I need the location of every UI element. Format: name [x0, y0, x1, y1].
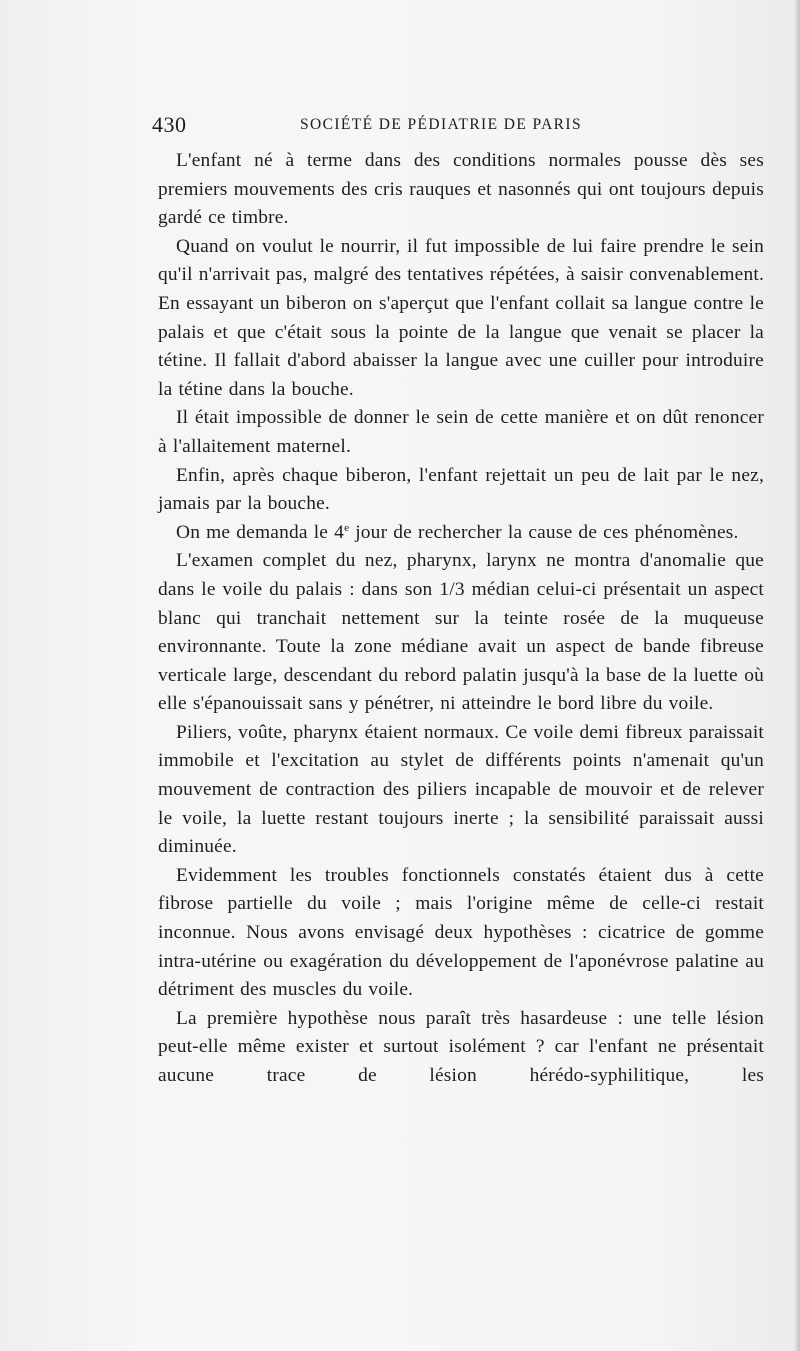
- page-edge-shadow: [794, 0, 800, 1351]
- page-number: 430: [152, 112, 187, 137]
- ordinal-superscript: e: [344, 521, 350, 534]
- body-text: [158, 147, 764, 1091]
- paragraph-hypotheses: Evidemment les troubles fonctionnels constatés étaient dus à cette fibrose partielle du voile ; mais l'origine même de celle-ci restait inconnue. Nous avons envisagé deux hypothèses : cicatrice de gomme intra-utérine ou exagération du développement de l'aponévrose palatine au détriment des muscles du voile.: [158, 864, 764, 1001]
- paragraph-feeding-difficulty: Quand on voulut le nourrir, il fut impossible de lui faire prendre le sein qu'il n'arrivait pas, malgré des tentatives répétées, à saisir convenablement. En essayant un biberon on s'aperçut que l'enfant collait sa langue contre le palais et que c'était sous la pointe de la langue que venait se placer la tétine. Il fallait d'abord abaisser la langue avec une cuiller pour introduire la tétine dans la bouche.: [158, 235, 764, 400]
- paragraph-first-hypothesis: La première hypothèse nous paraît très hasardeuse : une telle lésion peut-elle même exister et surtout isolément ? car l'enfant ne présentait aucune trace de lésion hérédo-syphilitique, les: [158, 1007, 764, 1086]
- paragraph-consultation-day: [158, 519, 764, 548]
- paragraph-breastfeeding-abandoned: Il était impossible de donner le sein de cette manière et on dût renoncer à l'allaitement maternel.: [158, 407, 764, 457]
- paragraph-nasal-regurgitation: Enfin, après chaque biberon, l'enfant rejettait un peu de lait par le nez, jamais par la bouche.: [158, 464, 764, 515]
- running-header: [152, 112, 764, 142]
- consultation-text-start: On me demanda le 4: [176, 521, 345, 543]
- paragraph-pillars-normal: Piliers, voûte, pharynx étaient normaux. Ce voile demi fibreux paraissait immobile et l'excitation au stylet de différents points n'amenait qu'un mouvement de contraction des piliers incapable de mouvoir et de relever le voile, la luette restant toujours inerte ; la sensibilité paraissait aussi diminuée.: [158, 721, 764, 858]
- paragraph-examination: L'examen complet du nez, pharynx, larynx ne montra d'anomalie que dans le voile du palais : dans son 1/3 médian celui-ci présentait un aspect blanc qui tranchait nettement sur la teinte rosée de la muqueuse environnante. Toute la zone médiane avait un aspect de bande fibreuse verticale large, descendant du rebord palatin jusqu'à la base de la luette où elle s'épanouissait sans y pénétrer, ni atteindre le bord libre du voile.: [158, 550, 764, 715]
- paragraph-birth-cries: L'enfant né à terme dans des conditions normales pousse dès ses premiers mouvements des cris rauques et nasonnés qui ont toujours depuis gardé ce timbre.: [158, 150, 764, 229]
- running-title: SOCIÉTÉ DE PÉDIATRIE DE PARIS: [300, 116, 583, 133]
- consultation-text-end: jour de rechercher la cause de ces phénomènes.: [349, 521, 739, 543]
